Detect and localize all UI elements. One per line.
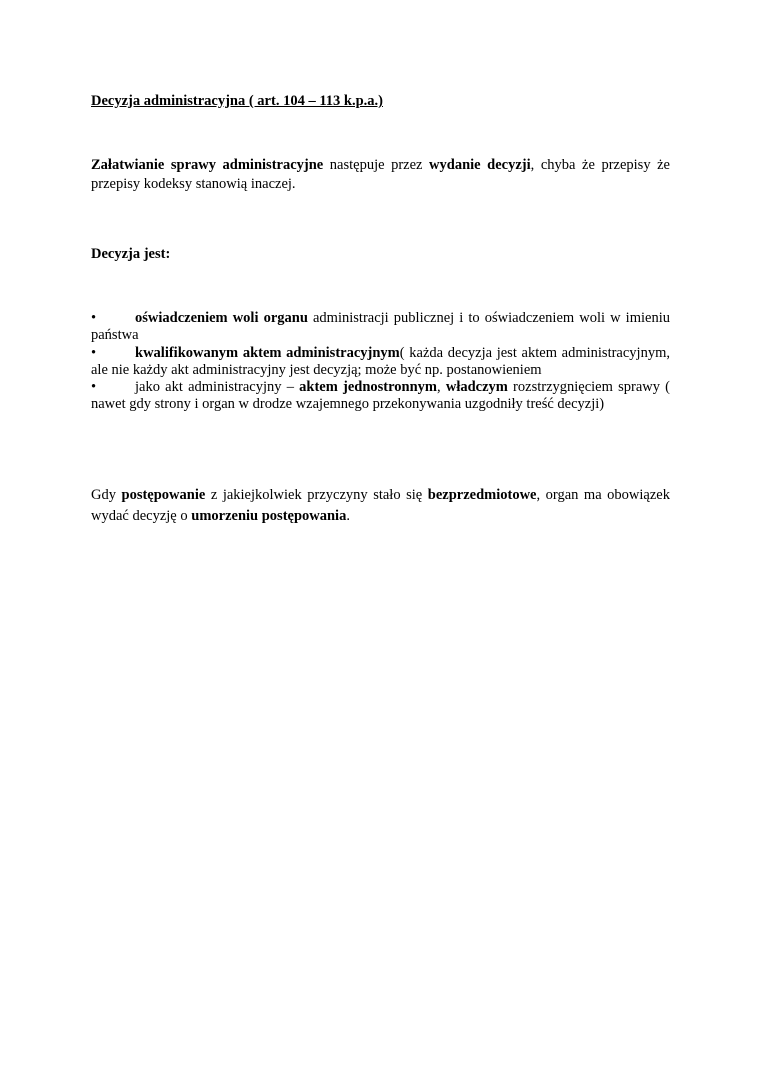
closing-bold-pointless: bezprzedmiotowe [427, 487, 537, 503]
bullet-bold: oświadczeniem woli organu [135, 310, 308, 326]
bullet-marker-icon: • [91, 310, 97, 326]
closing-bold-discontinuation: umorzeniu postępowania [191, 508, 347, 524]
document-title: Decyzja administracyjna ( art. 104 – 113 k.p.a.) [91, 93, 383, 109]
bullet-text-lead: jako akt administracyjny – [135, 379, 300, 396]
section-heading: Decyzja jest: [91, 246, 171, 262]
intro-bold-decision: wydanie decyzji [429, 157, 531, 173]
list-item [91, 345, 670, 380]
intro-paragraph [91, 156, 670, 194]
bullet-bold-2: władczym [445, 379, 508, 396]
closing-bold-proceeding: postępowanie [121, 487, 206, 503]
bullet-bold: kwalifikowanym aktem administracyjnym [135, 344, 400, 361]
bullet-text: , [437, 379, 446, 396]
bullet-marker-icon: • [91, 379, 97, 396]
closing-text-lead: Gdy [91, 487, 122, 503]
bullet-marker-icon: • [91, 344, 97, 361]
closing-paragraph [91, 485, 670, 527]
closing-text-mid: , organ ma obowiązek wydać decyzję o [91, 487, 670, 524]
bullet-list [91, 310, 670, 414]
bullet-text: ( każda decyzja jest aktem administracyjnym, ale nie każdy akt administracyjny jest decyzją; może być np. postanowieniem [91, 344, 670, 378]
list-item [91, 379, 670, 414]
list-item [91, 310, 670, 345]
closing-text-end: . [346, 508, 350, 524]
bullet-text-end: rozstrzygnięciem sprawy ( nawet gdy strony i organ w drodze wzajemnego przekonywania uzgodniły treść decyzji) [91, 379, 671, 413]
closing-text: z jakiejkolwiek przyczyny stało się [205, 487, 428, 503]
intro-bold-subject: Załatwianie sprawy administracyjne [91, 157, 324, 173]
intro-text: następuje przez [323, 157, 430, 173]
intro-text-end: , chyba że przepisy że przepisy kodeksy stanowią inaczej. [91, 157, 670, 192]
bullet-text: administracji publicznej i to oświadczeniem woli w imieniu państwa [91, 310, 670, 344]
bullet-bold: aktem jednostronnym [299, 379, 438, 396]
